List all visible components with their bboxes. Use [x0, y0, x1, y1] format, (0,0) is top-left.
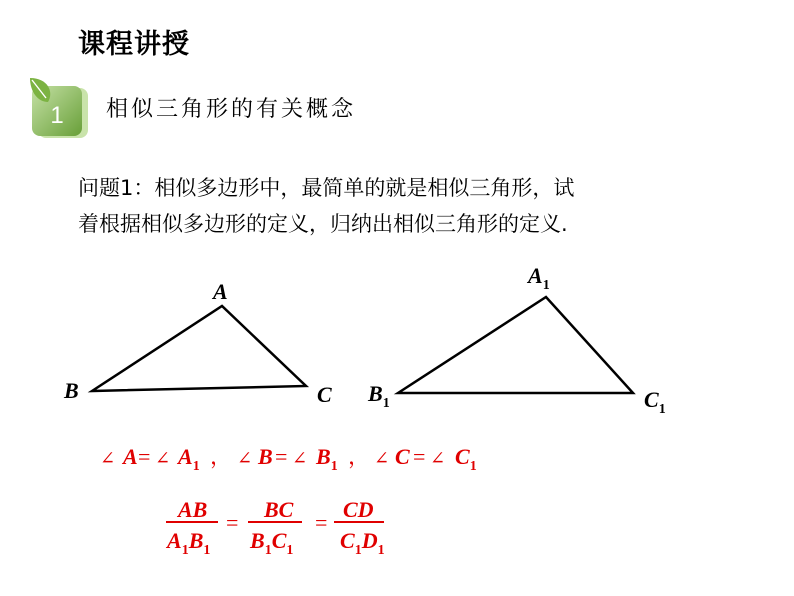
fraction-2-denominator: $B_1C_1$ [250, 528, 294, 558]
label-c: C [317, 382, 332, 407]
svg-text:∠: ∠ [237, 448, 253, 468]
svg-text:=: = [315, 510, 328, 535]
svg-text:C1: $C_1$ [455, 444, 477, 474]
triangle-a1b1c1 [398, 297, 633, 393]
svg-text:A1: $A_1$ [178, 444, 200, 474]
label-a1: $A_1$ [528, 263, 550, 293]
label-b: B [64, 378, 79, 403]
svg-text:=: = [275, 444, 288, 469]
question-line-2: 着根据相似多边形的定义，归纳出相似三角形的定义. [78, 212, 568, 236]
label-b1: $B_1$ [368, 381, 390, 411]
fraction-3-denominator: $C_1D_1$ [340, 528, 385, 558]
section-title: 相似三角形的有关概念 [106, 97, 357, 122]
svg-text:=: = [138, 444, 151, 469]
ratio-equalities [165, 497, 385, 558]
svg-text:，: ， [210, 444, 233, 469]
fraction-1-denominator: $A_1B_1$ [167, 528, 211, 558]
svg-text:C: C [395, 444, 410, 469]
leaf-number-badge [26, 76, 92, 142]
svg-text:∠: ∠ [292, 448, 308, 468]
svg-text:∠: ∠ [155, 448, 171, 468]
svg-text:B: B [258, 444, 273, 469]
label-a: A [213, 279, 228, 304]
page-title: 课程讲授 [78, 29, 190, 60]
svg-text:A: A [123, 444, 138, 469]
fraction-2-numerator: BC [264, 497, 294, 522]
question-line-1: 问题1：相似多边形中，最简单的就是相似三角形，试 [78, 176, 575, 200]
angle-equalities [100, 444, 477, 474]
svg-text:∠: ∠ [430, 448, 446, 468]
question-text [78, 170, 718, 242]
section-number: 1 [50, 102, 64, 129]
svg-text:=: = [226, 510, 239, 535]
similar-triangles-figure [0, 250, 794, 596]
label-c1: $C_1$ [644, 387, 666, 417]
triangle-abc [92, 306, 306, 391]
fraction-3-numerator: CD [343, 497, 374, 522]
svg-text:∠: ∠ [100, 448, 116, 468]
svg-text:，: ， [348, 444, 371, 469]
svg-text:=: = [413, 444, 426, 469]
svg-text:∠: ∠ [374, 448, 390, 468]
svg-text:B1: $B_1$ [316, 444, 338, 474]
fraction-1-numerator: AB [178, 497, 208, 522]
